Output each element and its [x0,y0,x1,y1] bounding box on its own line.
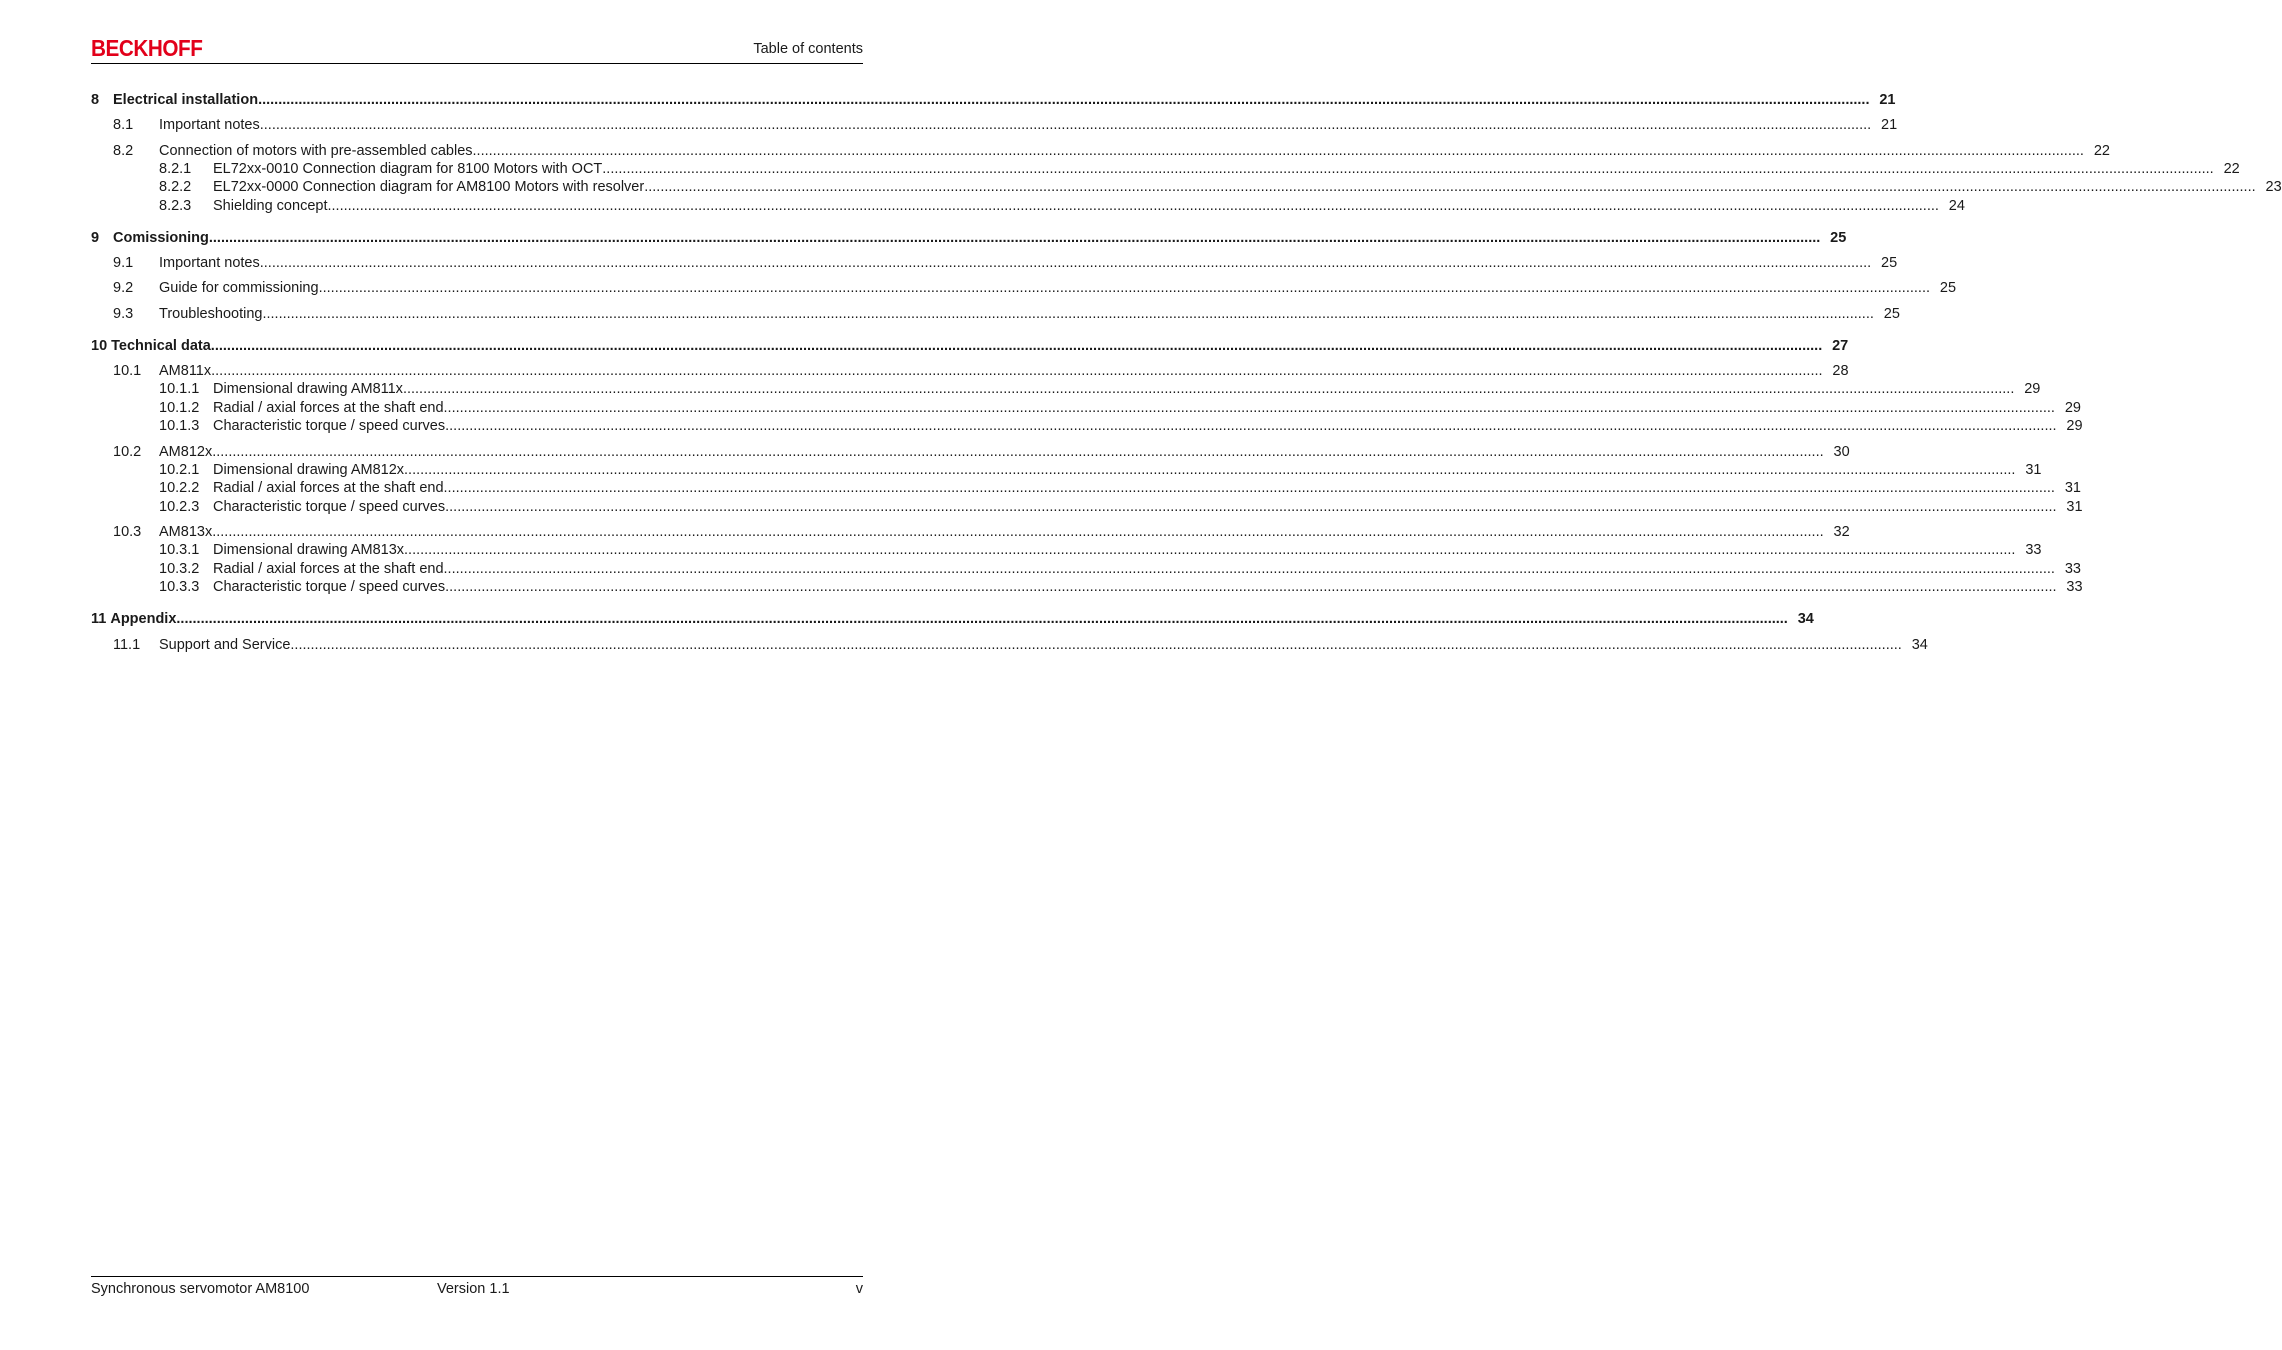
toc-entry[interactable] [91,560,2081,578]
toc-dot-leader: ................................................................................................................................................................................................................................................................................................................................................................................................................ [644,179,2256,195]
toc-entry[interactable] [91,636,1928,654]
toc-entry-page: 31 [2025,462,2042,478]
toc-dot-leader: ................................................................................................................................................................................................................................................................................................................................................................................................................ [258,92,1870,108]
toc-entry[interactable] [91,578,2083,596]
toc-entry-page: 21 [1879,92,1896,108]
toc-entry-title: EL72xx-0010 Connection diagram for 8100 Motors with OCT [213,161,603,177]
toc-entry[interactable] [91,116,1898,134]
toc-entry-page: 33 [2064,561,2081,577]
toc-entry-number: 11 [91,611,107,627]
toc-entry[interactable] [91,279,1957,297]
toc-entry-title: Radial / axial forces at the shaft end [213,561,444,577]
toc-entry-number: 10.3.1 [159,542,200,558]
toc-entry[interactable] [91,91,1896,109]
toc-entry-page: 30 [1833,444,1850,460]
toc-dot-leader: ................................................................................................................................................................................................................................................................................................................................................................................................................ [402,381,2015,397]
toc-entry-title: Support and Service [159,637,291,653]
toc-entry-title: Radial / axial forces at the shaft end [213,400,444,416]
toc-entry-number: 11.1 [113,637,141,653]
toc-dot-leader: ................................................................................................................................................................................................................................................................................................................................................................................................................ [445,579,2057,595]
toc-entry[interactable] [91,197,1965,215]
toc-entry-number: 8.1 [113,117,134,133]
toc-dot-leader: ................................................................................................................................................................................................................................................................................................................................................................................................................ [472,143,2084,159]
toc-entry-page: 34 [1911,637,1928,653]
toc-entry-number: 9.2 [113,280,134,296]
toc-dot-leader: ................................................................................................................................................................................................................................................................................................................................................................................................................ [602,161,2214,177]
toc-entry-page: 25 [1881,255,1898,271]
toc-entry-title: Important notes [159,255,260,271]
toc-entry-number: 10 [91,338,108,354]
toc-entry-page: 33 [2066,579,2083,595]
toc-entry-number: 9 [91,230,100,246]
toc-entry-title: Characteristic torque / speed curves [213,579,446,595]
toc-entry-title: EL72xx-0000 Connection diagram for AM8100 Motors with resolver [213,179,645,195]
toc-entry-page: 32 [1833,524,1850,540]
toc-entry-number: 9.1 [113,255,134,271]
toc-entry-page: 22 [2093,143,2110,159]
toc-entry-number: 10.3.3 [159,579,200,595]
toc-dot-leader: ................................................................................................................................................................................................................................................................................................................................................................................................................ [262,306,1874,322]
toc-dot-leader: ................................................................................................................................................................................................................................................................................................................................................................................................................ [318,280,1931,296]
toc-entry-title: Appendix [110,611,177,627]
toc-entry-number: 8 [91,92,100,108]
toc-entry[interactable] [91,399,2081,417]
toc-entry[interactable] [91,461,2042,479]
toc-entry-title: Important notes [159,117,260,133]
toc-entry-page: 31 [2064,480,2081,496]
toc-entry-number: 10.3.2 [159,561,200,577]
toc-entry-page: 31 [2066,499,2083,515]
toc-dot-leader: ................................................................................................................................................................................................................................................................................................................................................................................................................ [404,462,2016,478]
toc-dot-leader: ................................................................................................................................................................................................................................................................................................................................................................................................................ [211,363,1823,379]
toc-entry-title: Dimensional drawing AM811x [213,381,403,397]
toc-dot-leader: ................................................................................................................................................................................................................................................................................................................................................................................................................ [176,611,1788,627]
toc-entry-number: 10.2.1 [159,462,200,478]
toc-entry-number: 10.2.2 [159,480,200,496]
toc-entry-title: Troubleshooting [159,306,263,322]
toc-entry-number: 10.1.2 [159,400,200,416]
toc-dot-leader: ................................................................................................................................................................................................................................................................................................................................................................................................................ [443,400,2055,416]
toc-entry-title: Characteristic torque / speed curves [213,499,446,515]
toc-entry-title: AM811x [159,363,212,379]
toc-entry-page: 29 [2064,400,2081,416]
toc-dot-leader: ................................................................................................................................................................................................................................................................................................................................................................................................................ [445,418,2057,434]
toc-entry-title: Dimensional drawing AM813x [213,542,405,558]
toc-entry[interactable] [91,229,1847,247]
toc-entry-page: 22 [2223,161,2240,177]
footer-page-number: v [855,1281,863,1297]
toc-entry-title: AM813x [159,524,213,540]
toc-dot-leader: ................................................................................................................................................................................................................................................................................................................................................................................................................ [259,255,1872,271]
toc-entry[interactable] [91,142,2110,160]
header-divider [91,63,863,64]
toc-entry[interactable] [91,380,2041,398]
section-title: Table of contents [753,41,863,57]
footer-version: Version 1.1 [437,1281,510,1297]
toc-entry-title: Comissioning [113,230,209,246]
toc-entry[interactable] [91,443,1850,461]
toc-entry-number: 8.2 [113,143,134,159]
toc-entry-number: 10.2 [113,444,142,460]
toc-entry[interactable] [91,178,2282,196]
beckhoff-logo: BECKHOFF [91,35,203,61]
toc-entry-page: 29 [2066,418,2083,434]
toc-entry-title: AM812x [159,444,213,460]
toc-entry-title: Technical data [111,338,211,354]
toc-entry-page: 25 [1830,230,1847,246]
toc-entry-title: Characteristic torque / speed curves [213,418,446,434]
toc-entry[interactable] [91,305,1900,323]
toc-dot-leader: ................................................................................................................................................................................................................................................................................................................................................................................................................ [443,480,2055,496]
toc-entry-number: 10.1 [113,363,142,379]
toc-entry[interactable] [91,417,2083,435]
toc-entry[interactable] [91,254,1898,272]
toc-entry-title: Guide for commissioning [159,280,319,296]
toc-entry-number: 10.3 [113,524,142,540]
toc-dot-leader: ................................................................................................................................................................................................................................................................................................................................................................................................................ [259,117,1872,133]
toc-entry-title: Dimensional drawing AM812x [213,462,405,478]
toc-entry-page: 21 [1881,117,1898,133]
toc-dot-leader: ................................................................................................................................................................................................................................................................................................................................................................................................................ [212,524,1824,540]
toc-entry[interactable] [91,337,1849,355]
toc-entry[interactable] [91,362,1849,380]
toc-entry-page: 34 [1797,611,1814,627]
toc-entry-title: Electrical installation [113,92,259,108]
footer-document-title: Synchronous servomotor AM8100 [91,1281,310,1297]
toc-entry-page: 29 [2024,381,2041,397]
toc-entry-page: 28 [1832,363,1849,379]
toc-entry-number: 10.1.3 [159,418,200,434]
toc-entry[interactable] [91,610,1814,628]
toc-entry-number: 8.2.1 [159,161,192,177]
toc-entry-title: Radial / axial forces at the shaft end [213,480,444,496]
toc-entry-number: 10.1.1 [159,381,200,397]
toc-dot-leader: ................................................................................................................................................................................................................................................................................................................................................................................................................ [404,542,2016,558]
toc-dot-leader: ................................................................................................................................................................................................................................................................................................................................................................................................................ [210,338,1823,354]
toc-entry-title: Connection of motors with pre-assembled cables [159,143,473,159]
toc-entry[interactable] [91,479,2081,497]
toc-entry[interactable] [91,498,2083,516]
toc-dot-leader: ................................................................................................................................................................................................................................................................................................................................................................................................................ [443,561,2055,577]
toc-entry-page: 25 [1939,280,1957,296]
toc-entry-page: 25 [1883,306,1900,322]
toc-dot-leader: ................................................................................................................................................................................................................................................................................................................................................................................................................ [445,499,2057,515]
toc-entry-number: 8.2.2 [159,179,192,195]
toc-entry[interactable] [91,160,2240,178]
toc-entry[interactable] [91,523,1850,541]
toc-entry-page: 33 [2025,542,2042,558]
toc-entry-number: 10.2.3 [159,499,200,515]
toc-entry[interactable] [91,541,2042,559]
toc-entry-page: 24 [1948,198,1965,214]
footer-divider [91,1276,863,1277]
toc-entry-number: 9.3 [113,306,134,322]
toc-dot-leader: ................................................................................................................................................................................................................................................................................................................................................................................................................ [290,637,1902,653]
toc-entry-page: 27 [1832,338,1849,354]
toc-dot-leader: ................................................................................................................................................................................................................................................................................................................................................................................................................ [208,230,1821,246]
toc-entry-page: 23 [2265,179,2282,195]
toc-dot-leader: ................................................................................................................................................................................................................................................................................................................................................................................................................ [212,444,1824,460]
toc-entry-number: 8.2.3 [159,198,192,214]
toc-dot-leader: ................................................................................................................................................................................................................................................................................................................................................................................................................ [327,198,1939,214]
toc-entry-title: Shielding concept [213,198,328,214]
